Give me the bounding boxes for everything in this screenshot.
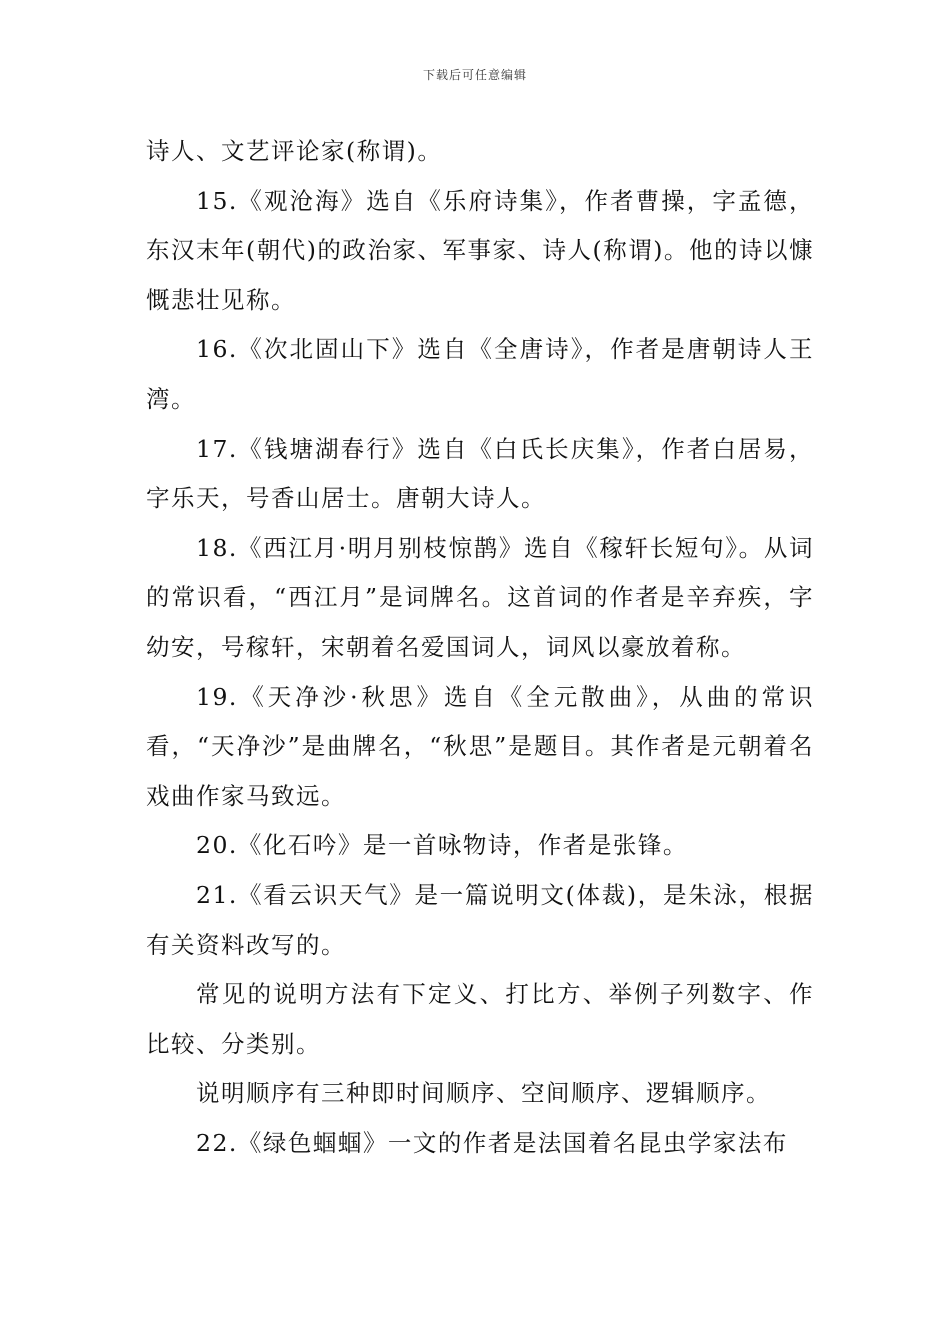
paragraph-explanation-order: 说明顺序有三种即时间顺序、空间顺序、逻辑顺序。 xyxy=(196,1079,771,1108)
paragraph-item-21: 21.《看云识天气》是一篇说明文(体裁)，是朱泳，根据有关资料改写的。 xyxy=(146,880,814,959)
paragraph-continuation: 诗人、文艺评论家(称谓)。 xyxy=(146,137,443,165)
paragraph-item-19: 19.《天净沙·秋思》选自《全元散曲》，从曲的常识看，“天净沙”是曲牌名，“秋思”是题目。其作者是元朝着名戏曲作家马致远。 xyxy=(146,682,814,810)
document-body xyxy=(146,127,814,1168)
paragraph-item-16: 16.《次北固山下》选自《全唐诗》，作者是唐朝诗人王湾。 xyxy=(146,335,814,413)
paragraph-explanation-methods: 常见的说明方法有下定义、打比方、举例子列数字、作比较、分类别。 xyxy=(146,980,814,1058)
paragraph-item-18: 18.《西江月·明月别枝惊鹊》选自《稼轩长短句》。从词的常识看，“西江月”是词牌名。这首词的作者是辛弃疾，字幼安，号稼轩，宋朝着名爱国词人，词风以豪放着称。 xyxy=(146,533,814,661)
paragraph-item-17: 17.《钱塘湖春行》选自《白氏长庆集》，作者白居易，字乐天，号香山居士。唐朝大诗人。 xyxy=(146,434,814,513)
paragraph-item-15: 15.《观沧海》选自《乐府诗集》，作者曹操，字孟德，东汉末年(朝代)的政治家、军事家、诗人(称谓)。他的诗以慷慨悲壮见称。 xyxy=(146,186,814,314)
page-header: 下载后可任意编辑 xyxy=(422,68,527,82)
paragraph-item-20: 20.《化石吟》是一首咏物诗，作者是张锋。 xyxy=(196,831,688,860)
paragraph-item-22: 22.《绿色蝈蝈》一文的作者是法国着名昆虫学家法布 xyxy=(196,1128,788,1157)
